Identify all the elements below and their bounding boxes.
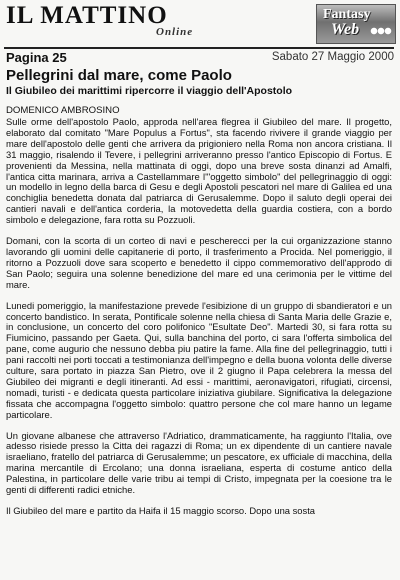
article-paragraph: Domani, con la scorta di un corteo di navi e pescherecci per la cui organizzazione stanno lavorando gli uomini delle capitanerie di porto, il trasferimento a Procida. Nel pomeriggio, il ritorno a Pozzuoli dove sara scoperto e benedetto il cippo commemorativo dell'approdo di San Paolo; seguira una solenne benedizione del mare ed una cerimonia per le vittime del mare. — [6, 235, 392, 290]
article-title: Pellegrini dal mare, come Paolo — [6, 67, 232, 84]
page-number: Pagina 25 — [6, 50, 67, 65]
badge-line-2: Web — [331, 21, 360, 38]
article-body — [6, 105, 392, 527]
masthead-divider — [4, 47, 394, 49]
badge-line-1: Fantasy — [323, 7, 371, 22]
logo-text: IL MATTINO — [6, 2, 168, 29]
article-byline: DOMENICO AMBROSINO — [6, 105, 120, 116]
article-paragraph: Un giovane albanese che attraverso l'Adriatico, drammaticamente, ha raggiunto l'Italia, ove adesso risiede presso la Citta dei ragazzi di Roma; un ex dipendente di un cantiere navale israeliano, fratello del patriarca di Gerusalemme; un pescatore, ex ufficiale di macchina, della marina mercantile di Ercolano; una donna israeliana, esperta di costume antico della Palestina, in particolare delle varie tribu ai tempi di Cristo, impegnata per la coesione tra le genti di differenti radici etniche. — [6, 429, 392, 496]
fantasy-web-badge[interactable] — [316, 4, 396, 44]
article-paragraph: Lunedi pomeriggio, la manifestazione prevede l'esibizione di un gruppo di sbandieratori e un concerto bandistico. In serata, Pontificale solenne nella chiesa di Santa Maria delle Grazie e, in conclusione, un concerto del coro polifonico "Esultate Deo". Martedi 30, si fara rotta su Fiumicino, passando per Gaeta. Qui, sulla banchina del porto, ci sara l'offerta simbolica del pane, come augurio che nessuno debba piu patire la fame. Alla fine del pellegrinaggio, tutti i pani raccolti nei porti toccati a testimonianza dell'impegno e della buona volonta delle diverse culture, sara portato in piazza San Pietro, ove il 2 giugno il Papa celebrera la messa del Giubileo dei migranti e degli itineranti. Ad essi - marittimi, aeronavigatori, rifugiati, circensi, nomadi, turisti - e dedicata questa particolare iniziativa giubilare. Significativa la delegazione fissata che accompagna l'oggetto simbolo: quattro persone che col mare hanno un legame particolare. — [6, 299, 392, 420]
article-paragraph: Il Giubileo del mare e partito da Haifa il 15 maggio scorso. Dopo una sosta — [6, 505, 316, 516]
article-paragraph: Sulle orme dell'apostolo Paolo, approda nell'area flegrea il Giubileo del mare. Il progetto, elaborato dal comitato "Mare Populus a Fortus", sta facendo rivivere il grande viaggio per mare dell'apostolo delle genti che arrivera da prigioniero nella Roma non ancora cristiana. Il 31 maggio, risalendo il Tevere, i pellegrini arriveranno presso l'antico Episcopio di Fortus. E provenienti da Messina, nella mattinata di oggi, dopo una breve sosta dinanzi ad Amalfi, l'antica citta marinara, arriva a Castellammare l'"oggetto simbolo" del pellegrinaggio di oggi: un modello in legno della barca di Gesu e degli Apostoli pescatori nel mare di Galilea ed una conchiglia benedetta donata dal patriarca di Gerusalemme. Dopo il saluto degli operai dei cantieri navali e dell'antica corderia, la motovedetta della guardia costiera, con a bordo simbolo e delegazione, fara rotta su Pozzuoli. — [6, 116, 392, 226]
masthead — [6, 2, 256, 46]
badge-dots-icon — [370, 26, 392, 36]
publication-date: Sabato 27 Maggio 2000 — [271, 51, 394, 63]
article-subtitle: Il Giubileo dei marittimi ripercorre il viaggio dell'Apostolo — [6, 85, 293, 97]
meta-row — [6, 50, 394, 66]
logo-subtitle: Online — [156, 26, 194, 38]
newspaper-logo[interactable] — [6, 2, 256, 30]
